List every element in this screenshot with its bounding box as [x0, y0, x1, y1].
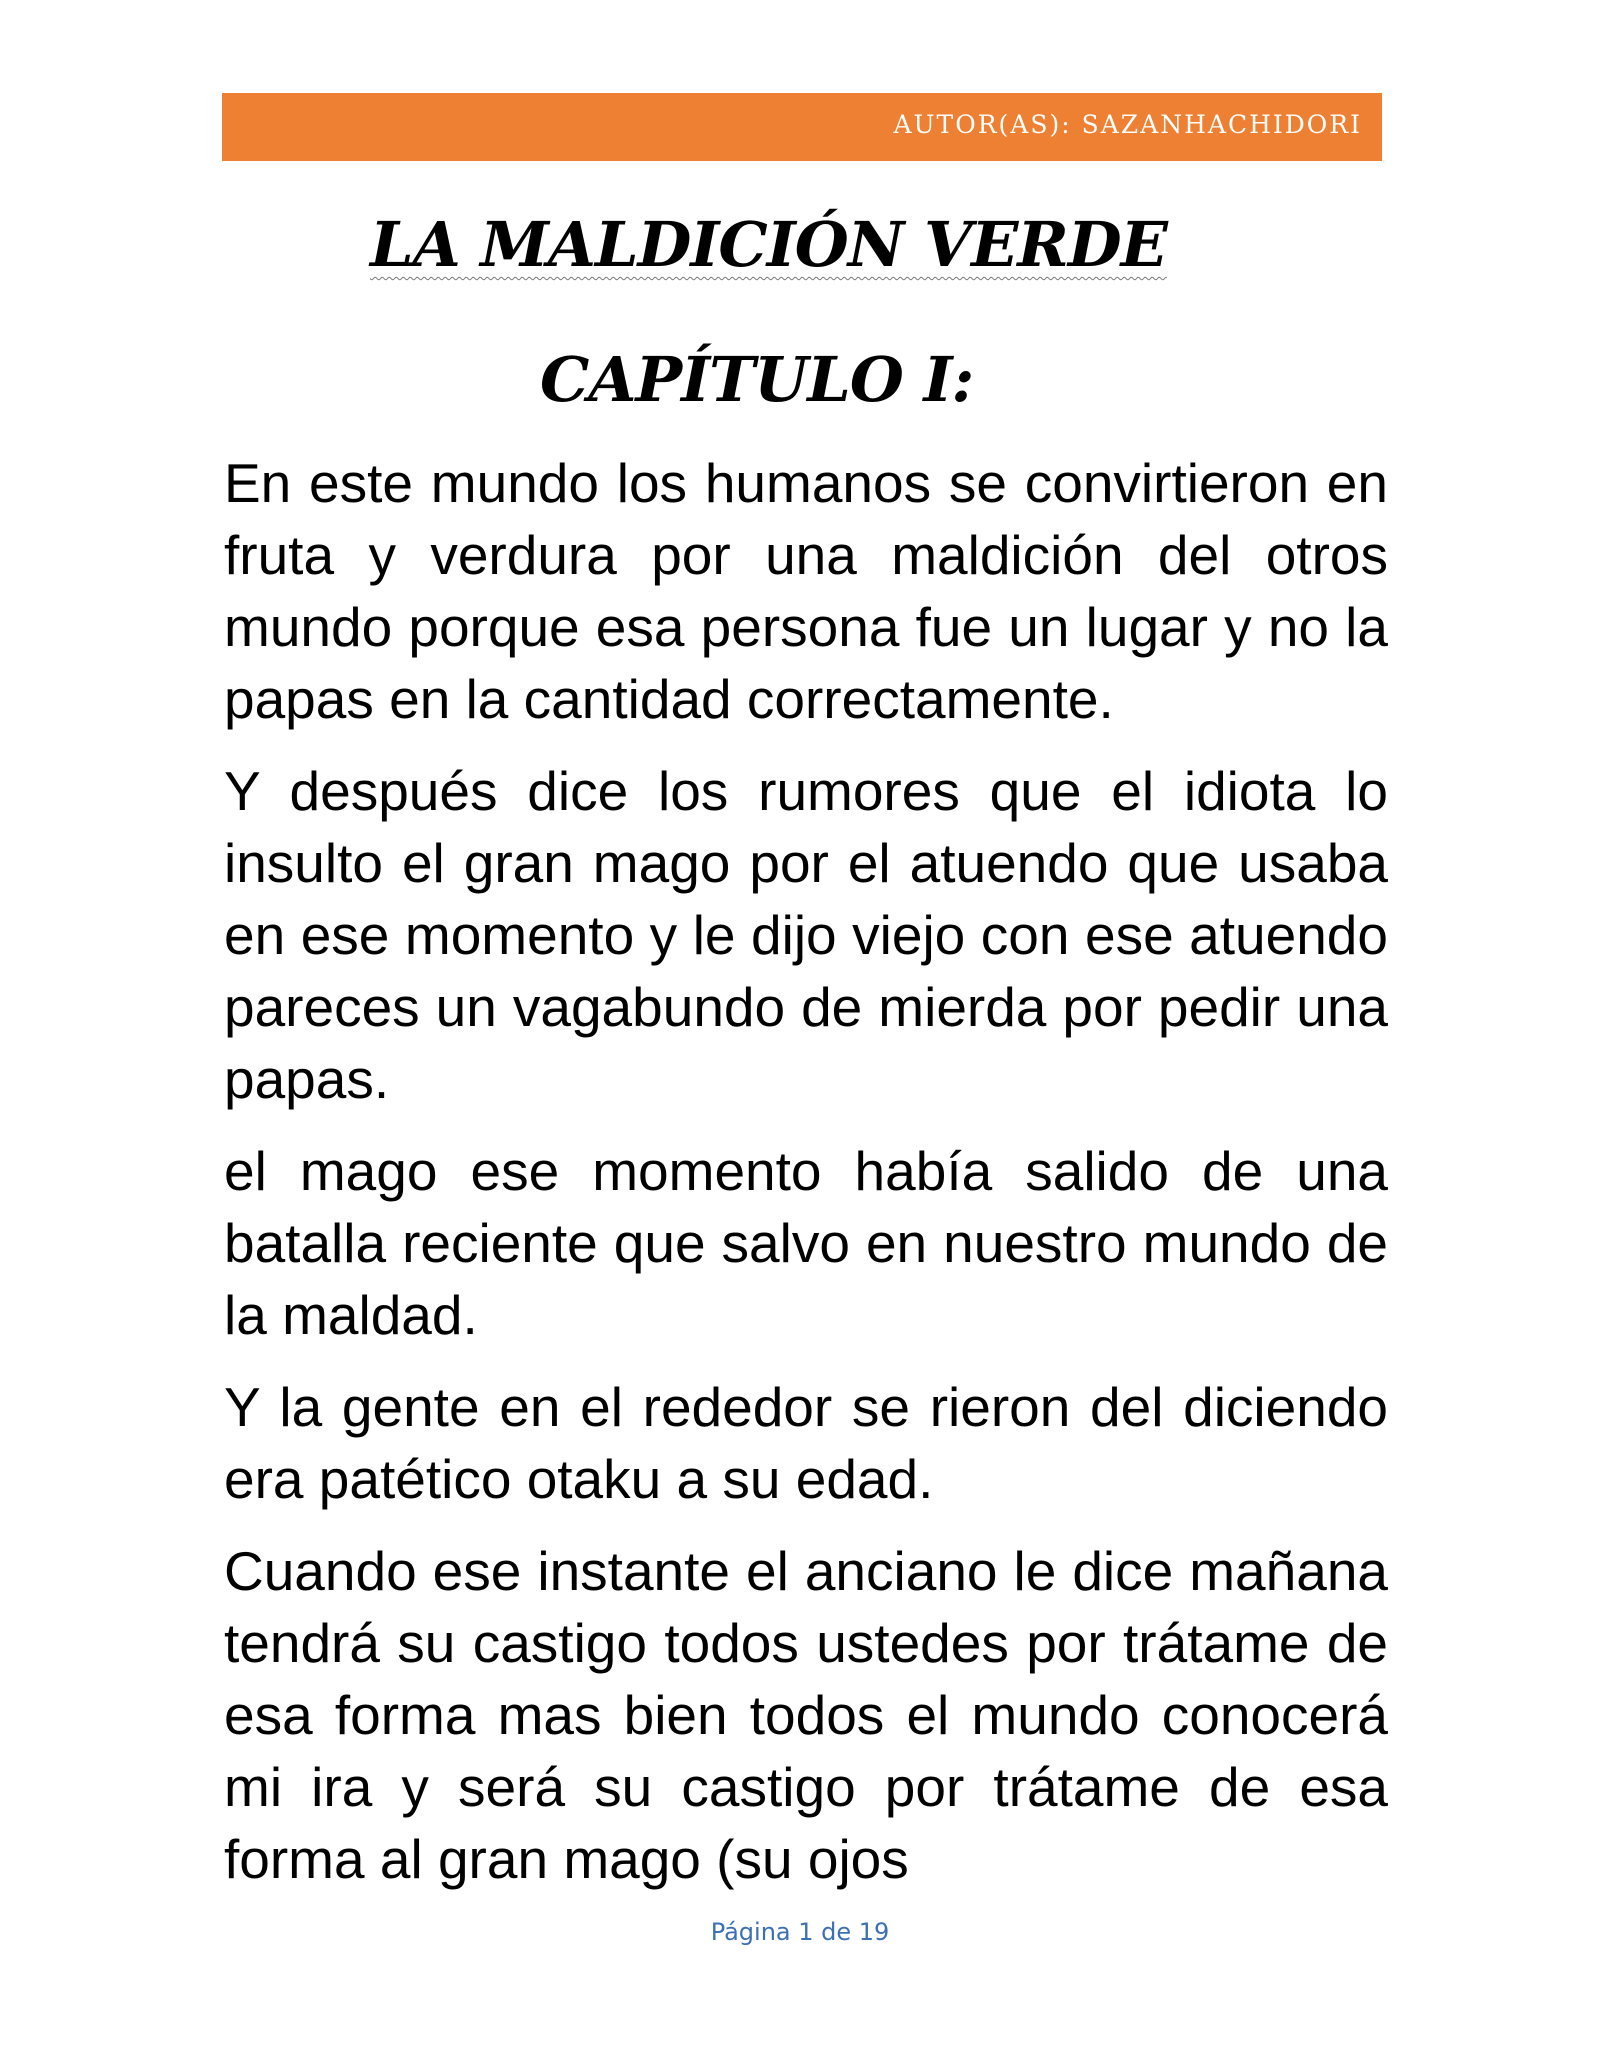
page-number: Página 1 de 19: [710, 1918, 890, 1946]
header-bar: [222, 93, 1382, 161]
paragraph-1: En este mundo los humanos se convirtieron en fruta y verdura por una maldición del otros mundo porque esa persona fue un lugar y no la papas en la cantidad correctamente.: [224, 452, 1388, 730]
chapter-heading: CAPÍTULO I:: [540, 343, 974, 416]
paragraph-2: Y después dice los rumores que el idiota lo insulto el gran mago por el atuendo que usaba en ese momento y le dijo viejo con ese atuendo pareces un vagabundo de mierda por pedir una papas.: [224, 760, 1388, 1110]
paragraph-4: Y la gente en el rededor se rieron del diciendo era patético otaku a su edad.: [224, 1376, 1388, 1510]
body-text: [224, 447, 1388, 1915]
paragraph-3: el mago ese momento había salido de una batalla reciente que salvo en nuestro mundo de la maldad.: [224, 1140, 1388, 1346]
header-author: AUTOR(AS): SAZANHACHIDORI: [893, 110, 1362, 139]
document-title: LA MALDICIÓN VERDE: [370, 208, 1167, 281]
paragraph-5: Cuando ese instante el anciano le dice mañana tendrá su castigo todos ustedes por trátame de esa forma mas bien todos el mundo conocerá mi ira y será su castigo por trátame de esa forma al gran mago (su ojos: [224, 1540, 1388, 1890]
